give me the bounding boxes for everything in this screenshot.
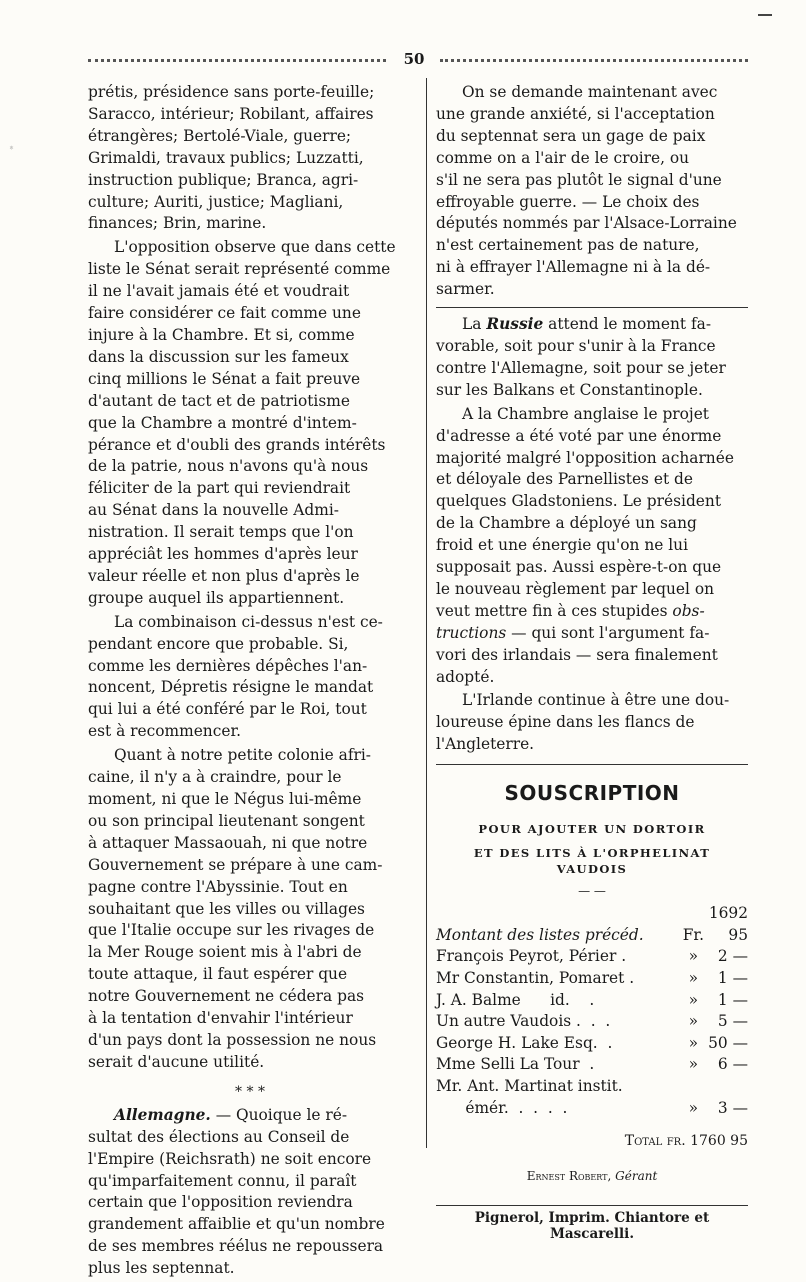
text-line: majorité malgré l'opposition acharnée	[436, 448, 734, 467]
text-line: faire considérer ce fait comme une	[88, 304, 361, 323]
text-line: du septennat sera un gage de paix	[436, 126, 706, 145]
text-line: appréciât les hommes d'après leur	[88, 545, 358, 564]
total-label: Total fr.	[624, 1133, 686, 1150]
subscription-currency: »	[688, 1098, 699, 1117]
text-line: une grande anxiété, si l'acceptation	[436, 104, 715, 123]
subscription-name: Mr Constantin, Pomaret .	[436, 968, 635, 987]
text-line: d'adresse a été voté par une énorme	[436, 426, 722, 445]
subscription-amount: 1 —	[717, 968, 748, 987]
text-line	[436, 601, 748, 623]
text-line: valeur réelle et non plus d'après le	[88, 566, 360, 585]
manager-name: Ernest Robert,	[526, 1169, 612, 1184]
text-line: On se demande maintenant avec	[462, 83, 718, 101]
text-line: qui lui a été conféré par le Roi, tout	[88, 700, 367, 719]
text-fragment: veut mettre fin à ces stupides	[436, 601, 668, 620]
text-line: la Mer Rouge soient mis à l'abri de	[88, 943, 362, 962]
allemagne-heading: Allemagne.	[114, 1105, 211, 1124]
text-line: pérance et d'oubli des grands intérêts	[88, 435, 386, 454]
text-line: contre l'Allemagne, soit pour se jeter	[436, 358, 726, 377]
corner-mark	[758, 14, 772, 16]
subscription-amount: 1692 95	[708, 904, 748, 944]
subscription-amount: 6 —	[717, 1055, 748, 1074]
subscription-name: Mme Selli La Tour .	[436, 1055, 595, 1074]
text-line: L'Irlande continue à être une dou-	[462, 691, 730, 710]
text-line: Grimaldi, travaux publics; Luzzatti,	[88, 148, 364, 167]
subscription-row	[436, 990, 748, 1012]
subscription-amount	[704, 1076, 748, 1098]
text-line: effroyable guerre. — Le choix des	[436, 192, 700, 211]
subscription-subtitle-1: POUR AJOUTER UN DORTOIR	[478, 822, 706, 837]
text-fragment: — qui sont l'argument fa-	[511, 623, 710, 642]
text-fragment: obs-	[672, 601, 705, 620]
subscription-currency: »	[688, 1012, 699, 1031]
text-line: vorable, soit pour s'unir à la France	[436, 336, 716, 355]
text-line: féliciter de la part qui reviendrait	[88, 479, 351, 498]
text-line: toute attaque, il faut espérer que	[88, 965, 348, 984]
text-line: pendant encore que probable. Si,	[88, 634, 349, 653]
subscription-amount: 1 —	[717, 990, 748, 1009]
text-line: A la Chambre anglaise le projet	[462, 404, 709, 423]
text-line: étrangères; Bertolé-Viale, guerre;	[88, 126, 352, 145]
subscription-row	[436, 1033, 748, 1055]
subscription-row	[436, 1011, 748, 1033]
subscription-currency	[683, 1076, 704, 1098]
text-line: que la Chambre a montré d'intem-	[88, 413, 357, 432]
subscription-name: François Peyrot, Périer .	[436, 947, 627, 966]
text-fragment: La	[462, 315, 482, 334]
text-line: plus les septennat.	[88, 1259, 235, 1278]
subscription-row	[436, 1098, 748, 1120]
subscription-amount: 5 —	[717, 1012, 748, 1031]
opposition-paragraph	[88, 237, 412, 609]
manager-title: Gérant	[615, 1169, 658, 1184]
subscription-row	[436, 1054, 748, 1076]
subscription-amount: 3 —	[717, 1098, 748, 1117]
subscription-row	[436, 968, 748, 990]
subscription-row	[436, 1076, 748, 1098]
text-line: L'opposition observe que dans cette	[114, 238, 396, 257]
allemagne-paragraph	[88, 1105, 412, 1280]
subscription-currency: Fr.	[682, 925, 704, 944]
text-line: liste le Sénat serait représenté comme	[88, 260, 391, 279]
subscription-table	[436, 903, 748, 1119]
subscription-total	[436, 1133, 748, 1149]
text-line: l'Angleterre.	[436, 735, 535, 754]
subscription-name: Un autre Vaudois . . .	[436, 1012, 611, 1031]
text-line: nistration. Il serait temps que l'on	[88, 523, 354, 542]
text-line: supposait pas. Aussi espère-t-on que	[436, 558, 722, 577]
text-line: sultat des élections au Conseil de	[88, 1127, 350, 1146]
text-line: et déloyale des Parnellistes et de	[436, 470, 693, 489]
cabinet-list-paragraph	[88, 82, 412, 235]
text-line: serait d'aucune utilité.	[88, 1052, 265, 1071]
subscription-name: J. A. Balme id. .	[436, 990, 595, 1009]
text-line: à la tentation d'envahir l'intérieur	[88, 1009, 353, 1028]
header-rule-left	[88, 59, 386, 62]
text-line: dans la discussion sur les fameux	[88, 347, 349, 366]
page-number: 50	[403, 50, 425, 68]
text-line: d'un pays dont la possession ne nous	[88, 1030, 377, 1049]
text-line: à attaquer Massaouah, ni que notre	[88, 833, 368, 852]
text-line: n'est certainement pas de nature,	[436, 236, 700, 255]
text-line: députés nommés par l'Alsace-Lorraine	[436, 214, 737, 233]
russie-heading: Russie	[486, 315, 544, 334]
subscription-currency: »	[688, 1055, 699, 1074]
text-line: loureuse épine dans les flancs de	[436, 713, 695, 732]
subscription-name: émér. . . . .	[436, 1098, 568, 1117]
text-fragment: attend le moment fa-	[548, 315, 712, 334]
subscription-currency: »	[688, 968, 699, 987]
text-line: de ses membres réélus ne repoussera	[88, 1237, 384, 1256]
text-line: moment, ni que le Négus lui-même	[88, 790, 362, 808]
text-line: que l'Italie occupe sur les rivages de	[88, 921, 375, 940]
text-line: de la patrie, nous n'avons qu'à nous	[88, 457, 369, 476]
text-line: ni à effrayer l'Allemagne ni à la dé-	[436, 258, 711, 277]
text-line: Saracco, intérieur; Robilant, affaires	[88, 104, 374, 123]
text-line: qu'imparfaitement connu, il paraît	[88, 1171, 357, 1190]
text-line: pagne contre l'Abyssinie. Tout en	[88, 877, 348, 896]
subscription-row	[436, 903, 748, 946]
text-line: certain que l'opposition reviendra	[88, 1193, 353, 1212]
text-line: instruction publique; Branca, agri-	[88, 170, 359, 189]
text-line: ou son principal lieutenant songent	[88, 811, 365, 830]
text-line: le nouveau règlement par lequel on	[436, 579, 715, 598]
subscription-amount: 2 —	[717, 947, 748, 966]
text-line: La combinaison ci-dessus n'est ce-	[114, 612, 383, 631]
text-line: Quant à notre petite colonie afri-	[114, 746, 371, 765]
subscription-currency: »	[688, 947, 699, 966]
printer-imprint: Pignerol, Imprim. Chiantore et Mascarelli.	[436, 1205, 748, 1242]
text-line: groupe auquel ils appartiennent.	[88, 588, 345, 607]
text-line	[436, 623, 748, 645]
combination-paragraph	[88, 612, 412, 743]
text-fragment: tructions	[436, 623, 507, 642]
text-line: caine, il n'y a à craindre, pour le	[88, 768, 342, 787]
text-line: vori des irlandais — sera finalement	[436, 645, 718, 664]
section-rule	[436, 307, 748, 308]
manager-signature	[436, 1169, 748, 1183]
text-fragment: — Quoique le ré-	[215, 1105, 348, 1124]
subscription-title: SOUSCRIPTION	[504, 781, 680, 806]
subscription-currency: »	[688, 1033, 699, 1052]
text-line: adopté.	[436, 667, 495, 686]
text-line: sur les Balkans et Constantinople.	[436, 380, 703, 399]
subscription-row	[436, 946, 748, 968]
subscription-currency: »	[688, 990, 699, 1009]
text-line: quelques Gladstoniens. Le président	[436, 492, 722, 511]
text-line	[88, 1105, 412, 1127]
right-column	[436, 82, 748, 1242]
subscription-block	[436, 781, 748, 1183]
left-column	[88, 82, 412, 1282]
text-line: l'Empire (Reichsrath) ne soit encore	[88, 1149, 372, 1168]
margin-smudge: ﹡	[6, 142, 17, 155]
text-line: s'il ne sera pas plutôt le signal d'une	[436, 170, 722, 189]
colony-paragraph	[88, 745, 412, 1074]
text-line: grandement affaiblie et qu'un nombre	[88, 1215, 385, 1234]
russie-paragraph	[436, 314, 748, 402]
header-rule-right	[440, 59, 748, 62]
column-divider	[426, 78, 427, 1148]
subscription-name: George H. Lake Esq. .	[436, 1033, 613, 1052]
irlande-paragraph	[436, 690, 748, 756]
subscription-amount: 50 —	[708, 1033, 748, 1052]
text-line: d'autant de tact et de patriotisme	[88, 391, 350, 410]
subscription-name: Montant des listes précéd.	[436, 925, 644, 944]
text-line: cinq millions le Sénat a fait preuve	[88, 369, 361, 388]
text-line: sarmer.	[436, 280, 495, 299]
subscription-dash: — —	[578, 884, 606, 899]
text-line: souhaitant que les villes ou villages	[88, 899, 365, 918]
text-line: est à recommencer.	[88, 722, 241, 741]
subscription-subtitle-2: ET DES LITS À L'ORPHELINAT VAUDOIS	[473, 846, 711, 877]
total-value: 1760 95	[690, 1133, 748, 1150]
text-line: injure à la Chambre. Et si, comme	[88, 325, 355, 344]
text-line: noncent, Dépretis résigne le mandat	[88, 678, 374, 697]
text-line: notre Gouvernement ne cédera pas	[88, 987, 365, 1006]
section-stars: * * *	[235, 1083, 265, 1100]
subscription-name: Mr. Ant. Martinat instit.	[436, 1076, 623, 1095]
septennat-paragraph	[436, 82, 748, 301]
page-header	[88, 50, 748, 68]
text-line: au Sénat dans la nouvelle Admi-	[88, 501, 339, 520]
text-line: prétis, présidence sans porte-feuille;	[88, 83, 375, 101]
text-line: culture; Auriti, justice; Magliani,	[88, 192, 344, 211]
text-line: comme les dernières dépêches l'an-	[88, 656, 368, 675]
text-line: froid et une énergie qu'on ne lui	[436, 536, 688, 555]
angleterre-paragraph	[436, 404, 748, 689]
text-line: Gouvernement se prépare à une cam-	[88, 855, 383, 874]
text-line: comme on a l'air de le croire, ou	[436, 148, 690, 167]
section-rule	[436, 764, 748, 765]
text-line: finances; Brin, marine.	[88, 214, 267, 233]
text-line: il ne l'avait jamais été et voudrait	[88, 282, 350, 301]
text-line: de la Chambre a déployé un sang	[436, 514, 697, 533]
text-line	[436, 314, 748, 336]
